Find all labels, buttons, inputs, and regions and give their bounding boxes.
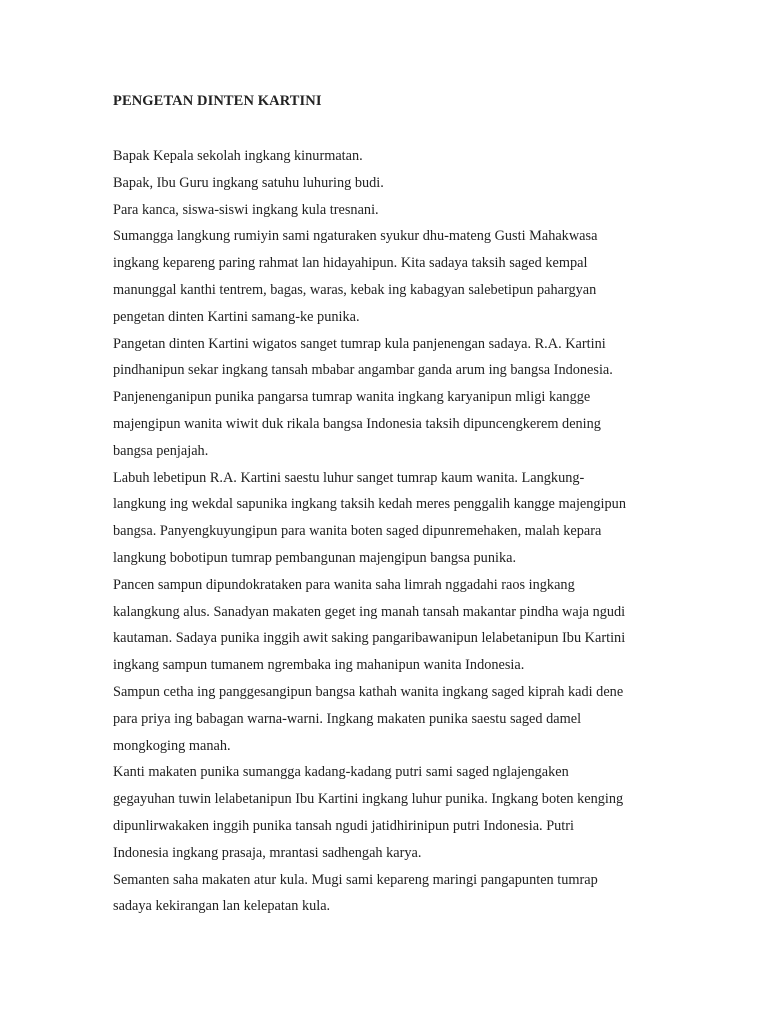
paragraph xyxy=(113,867,626,921)
text-line: gegayuhan tuwin lelabetanipun Ibu Kartini ingkang luhur punika. Ingkang boten kenging xyxy=(113,791,624,808)
text-line: Kanti makaten punika sumangga kadang-kadang putri sami saged nglajengaken xyxy=(113,764,569,781)
text-line: ingkang sampun tumanem ngrembaka ing mahanipun wanita Indonesia. xyxy=(113,657,525,674)
text-line: langkung ing wekdal sapunika ingkang taksih kedah meres penggalih kangge majengipun xyxy=(113,496,626,513)
text-line: dipunlirwakaken inggih punika tansah ngudi jatidhirinipun putri Indonesia. Putri xyxy=(113,817,575,834)
paragraph xyxy=(113,759,626,866)
text-line: manunggal kanthi tentrem, bagas, waras, kebak ing kabagyan salebetipun pahargyan xyxy=(113,281,597,298)
text-line: kautaman. Sadaya punika inggih awit saking pangaribawanipun lelabetanipun Ibu Kartini xyxy=(113,630,626,647)
text-line: Bapak, Ibu Guru ingkang satuhu luhuring budi. xyxy=(113,174,384,191)
text-line: Semanten saha makaten atur kula. Mugi sami kepareng maringi pangapunten tumrap xyxy=(113,871,598,888)
text-line: Indonesia ingkang prasaja, mrantasi sadhengah karya. xyxy=(113,844,422,861)
text-line: Pangetan dinten Kartini wigatos sanget tumrap kula panjenengan sadaya. R.A. Kartini xyxy=(113,335,606,352)
text-line: Bapak Kepala sekolah ingkang kinurmatan. xyxy=(113,148,363,164)
text-line: pengetan dinten Kartini samang-ke punika. xyxy=(113,308,360,325)
paragraph xyxy=(113,384,626,464)
paragraph xyxy=(113,197,626,224)
paragraph xyxy=(113,223,626,330)
paragraph xyxy=(113,143,626,170)
text-line: bangsa penjajah. xyxy=(113,442,209,459)
paragraph xyxy=(113,170,626,197)
document-title: PENGETAN DINTEN KARTINI xyxy=(113,93,322,109)
text-line: langkung bobotipun tumrap pembangunan majengipun bangsa punika. xyxy=(113,549,517,566)
text-line: pindhanipun sekar ingkang tansah mbabar angambar ganda arum ing bangsa Indonesia. xyxy=(113,362,613,379)
text-line: kalangkung alus. Sanadyan makaten geget ing manah tansah makantar pindha waja ngudi xyxy=(113,603,626,620)
document-body xyxy=(113,143,626,920)
paragraph xyxy=(113,331,626,385)
text-line: para priya ing babagan warna-warni. Ingkang makaten punika saestu saged damel xyxy=(113,710,582,727)
paragraph xyxy=(113,465,626,572)
text-line: Labuh lebetipun R.A. Kartini saestu luhur sanget tumrap kaum wanita. Langkung- xyxy=(113,469,585,486)
text-line: mongkoging manah. xyxy=(113,737,231,754)
text-line: Pancen sampun dipundokrataken para wanita saha limrah nggadahi raos ingkang xyxy=(113,576,575,593)
text-line: Para kanca, siswa-siswi ingkang kula tresnani. xyxy=(113,201,379,218)
paragraph xyxy=(113,679,626,759)
text-line: sadaya kekirangan lan kelepatan kula. xyxy=(113,898,331,915)
paragraph xyxy=(113,572,626,679)
text-line: Sumangga langkung rumiyin sami ngaturaken syukur dhu-mateng Gusti Mahakwasa xyxy=(113,228,598,245)
text-line: ingkang kepareng paring rahmat lan hidayahipun. Kita sadaya taksih saged kempal xyxy=(113,255,588,272)
text-line: Panjenenganipun punika pangarsa tumrap wanita ingkang karyanipun mligi kangge xyxy=(113,389,591,406)
text-line: bangsa. Panyengkuyungipun para wanita boten saged dipunremehaken, malah kepara xyxy=(113,523,602,540)
text-line: Sampun cetha ing panggesangipun bangsa kathah wanita ingkang saged kiprah kadi dene xyxy=(113,683,624,700)
text-line: majengipun wanita wiwit duk rikala bangsa Indonesia taksih dipuncengkerem dening xyxy=(113,415,601,432)
